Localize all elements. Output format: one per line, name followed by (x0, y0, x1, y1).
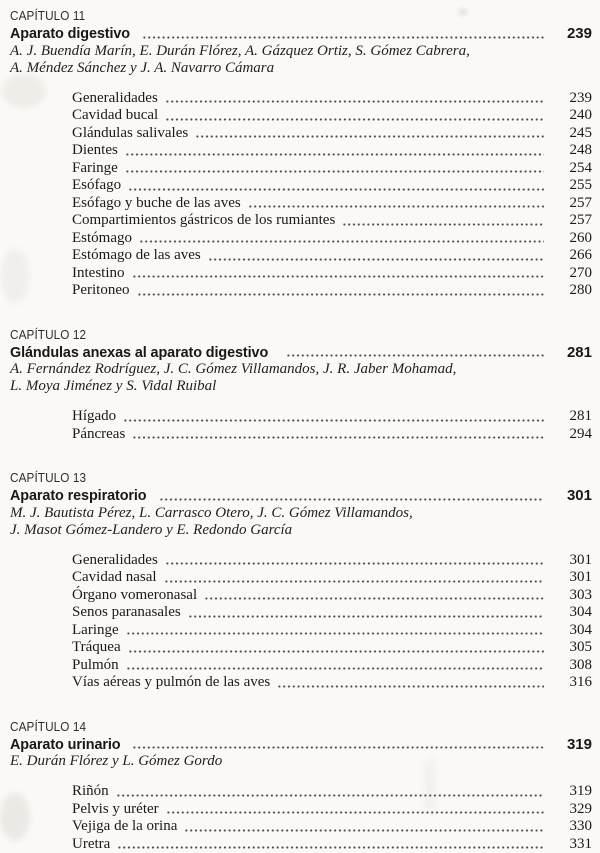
entry-page-number: 301 (546, 569, 592, 587)
toc-entry (72, 639, 592, 657)
chapter-title: Glándulas anexas al aparato digestivo (10, 344, 268, 362)
author-line: A. Fernández Rodríguez, J. C. Gómez Villamandos, J. R. Jaber Mohamad, (10, 361, 592, 378)
entry-title: Uretra (72, 836, 110, 853)
entry-title: Peritoneo (72, 282, 130, 300)
entry-page-number: 319 (546, 783, 592, 801)
entry-page-number: 305 (546, 639, 592, 657)
chapter-entries (72, 90, 592, 300)
toc-entry (72, 90, 592, 108)
chapter-title-row (10, 25, 592, 43)
entry-page-number: 254 (546, 160, 592, 178)
dot-leader (165, 552, 544, 570)
toc-entry (72, 836, 592, 853)
entry-title: Pulmón (72, 657, 119, 675)
entry-title: Hígado (72, 408, 116, 426)
entry-page-number: 239 (546, 90, 592, 108)
dot-leader (165, 107, 544, 125)
entry-title: Cavidad bucal (72, 107, 158, 125)
chapter-title: Aparato respiratorio (10, 487, 147, 505)
toc-chapter (10, 327, 592, 444)
dot-leader (128, 639, 544, 657)
author-line: A. J. Buendía Marín, E. Durán Flórez, A. Gázquez Ortiz, S. Gómez Cabrera, (10, 43, 592, 60)
chapter-title-row (10, 487, 592, 505)
chapter-label: CAPÍTULO 12 (10, 327, 557, 344)
dot-leader (132, 265, 545, 283)
entry-title: Compartimientos gástricos de los rumiantes (72, 212, 335, 230)
dot-leader (188, 604, 544, 622)
chapter-authors (10, 361, 592, 395)
entry-title: Pelvis y uréter (72, 801, 159, 819)
toc-entry (72, 195, 592, 213)
author-line: A. Méndez Sánchez y J. A. Navarro Cámara (10, 60, 592, 77)
dot-leader (159, 487, 544, 505)
entry-page-number: 266 (546, 247, 592, 265)
toc-entry (72, 177, 592, 195)
entry-page-number: 308 (546, 657, 592, 675)
author-line: L. Moya Jiménez y S. Vidal Ruibal (10, 378, 592, 395)
dot-leader (128, 177, 544, 195)
toc-chapter (10, 470, 592, 692)
dot-leader (126, 622, 544, 640)
entry-title: Cavidad nasal (72, 569, 157, 587)
entry-page-number: 245 (546, 125, 592, 143)
dot-leader (125, 142, 544, 160)
toc-entry (72, 426, 592, 444)
dot-leader (166, 801, 544, 819)
dot-leader (286, 344, 544, 362)
entry-title: Páncreas (72, 426, 125, 444)
entry-page-number: 331 (546, 836, 592, 853)
entry-title: Estómago (72, 230, 132, 248)
dot-leader (342, 212, 544, 230)
entry-page-number: 316 (546, 674, 592, 692)
entry-page-number: 281 (546, 408, 592, 426)
toc-entry (72, 674, 592, 692)
dot-leader (137, 282, 545, 300)
dot-leader (132, 426, 544, 444)
entry-title: Faringe (72, 160, 118, 178)
toc-chapter (10, 719, 592, 853)
chapter-authors (10, 43, 592, 77)
chapter-label: CAPÍTULO 14 (10, 719, 557, 736)
dot-leader (277, 674, 544, 692)
toc-entry (72, 604, 592, 622)
entry-page-number: 280 (546, 282, 592, 300)
toc-entry (72, 657, 592, 675)
dot-leader (123, 408, 544, 426)
toc-entry (72, 552, 592, 570)
toc-entry (72, 408, 592, 426)
author-line: M. J. Bautista Pérez, L. Carrasco Otero, J. C. Gómez Villamandos, (10, 505, 592, 522)
entry-title: Intestino (72, 265, 125, 283)
entry-page-number: 240 (546, 107, 592, 125)
entry-page-number: 270 (546, 265, 592, 283)
toc-entry (72, 282, 592, 300)
chapter-entries (72, 783, 592, 853)
dot-leader (126, 657, 544, 675)
entry-page-number: 303 (546, 587, 592, 605)
entry-page-number: 304 (546, 622, 592, 640)
entry-page-number: 257 (546, 212, 592, 230)
entry-page-number: 301 (546, 552, 592, 570)
toc-entry (72, 783, 592, 801)
entry-title: Generalidades (72, 90, 158, 108)
toc-entry (72, 212, 592, 230)
dot-leader (139, 230, 544, 248)
chapter-page-number: 301 (546, 487, 592, 505)
entry-title: Tráquea (72, 639, 121, 657)
entry-title: Generalidades (72, 552, 158, 570)
toc-entry (72, 569, 592, 587)
dot-leader (204, 587, 544, 605)
entry-page-number: 330 (546, 818, 592, 836)
dot-leader (248, 195, 544, 213)
toc-entry (72, 247, 592, 265)
entry-title: Vejiga de la orina (72, 818, 177, 836)
toc-entry (72, 265, 592, 283)
chapter-authors (10, 505, 592, 539)
author-line: J. Masot Gómez-Landero y E. Redondo García (10, 522, 592, 539)
dot-leader (195, 125, 544, 143)
dot-leader (125, 160, 544, 178)
chapter-page-number: 319 (546, 736, 592, 754)
toc-chapter (10, 8, 592, 300)
toc-entry (72, 230, 592, 248)
dot-leader (117, 836, 544, 853)
entry-title: Glándulas salivales (72, 125, 188, 143)
chapter-label: CAPÍTULO 11 (10, 8, 557, 25)
dot-leader (116, 783, 544, 801)
entry-title: Laringe (72, 622, 119, 640)
dot-leader (142, 25, 544, 43)
entry-page-number: 260 (546, 230, 592, 248)
chapter-title-row (10, 344, 592, 362)
entry-page-number: 257 (546, 195, 592, 213)
entry-title: Vías aéreas y pulmón de las aves (72, 674, 270, 692)
table-of-contents (10, 8, 592, 853)
toc-entry (72, 107, 592, 125)
entry-title: Esófago (72, 177, 121, 195)
dot-leader (184, 818, 544, 836)
chapter-page-number: 239 (546, 25, 592, 43)
chapter-entries (72, 552, 592, 692)
dot-leader (132, 736, 544, 754)
toc-entry (72, 801, 592, 819)
entry-title: Riñón (72, 783, 109, 801)
chapter-entries (72, 408, 592, 443)
entry-title: Esófago y buche de las aves (72, 195, 241, 213)
toc-entry (72, 160, 592, 178)
dot-leader (165, 90, 544, 108)
chapter-authors (10, 753, 592, 770)
entry-page-number: 294 (546, 426, 592, 444)
toc-entry (72, 622, 592, 640)
toc-entry (72, 125, 592, 143)
chapter-label: CAPÍTULO 13 (10, 470, 557, 487)
chapter-title: Aparato urinario (10, 736, 120, 754)
entry-title: Dientes (72, 142, 118, 160)
entry-title: Senos paranasales (72, 604, 181, 622)
chapter-title-row (10, 736, 592, 754)
entry-page-number: 255 (546, 177, 592, 195)
chapter-page-number: 281 (546, 344, 592, 362)
toc-entry (72, 587, 592, 605)
dot-leader (164, 569, 544, 587)
chapter-title: Aparato digestivo (10, 25, 130, 43)
toc-entry (72, 142, 592, 160)
entry-title: Estómago de las aves (72, 247, 201, 265)
entry-page-number: 248 (546, 142, 592, 160)
entry-page-number: 329 (546, 801, 592, 819)
toc-entry (72, 818, 592, 836)
entry-page-number: 304 (546, 604, 592, 622)
dot-leader (208, 247, 544, 265)
author-line: E. Durán Flórez y L. Gómez Gordo (10, 753, 592, 770)
entry-title: Órgano vomeronasal (72, 587, 197, 605)
